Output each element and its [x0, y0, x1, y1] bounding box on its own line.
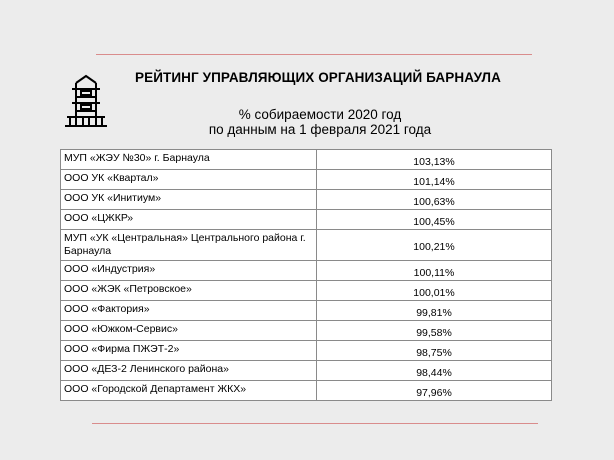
top-divider [96, 54, 532, 55]
organization-name: ООО «Городской Департамент ЖКХ» [61, 381, 317, 401]
organization-name: ООО «Фирма ПЖЭТ-2» [61, 341, 317, 361]
table-row [61, 381, 552, 401]
organization-name: ООО «ЦЖКР» [61, 210, 317, 230]
organization-name: ООО «Индустрия» [61, 261, 317, 281]
table-row [61, 361, 552, 381]
table-row [61, 281, 552, 301]
collection-rate: 103,13% [317, 150, 552, 170]
table-row [61, 190, 552, 210]
collection-rate: 98,75% [317, 341, 552, 361]
collection-rate: 100,01% [317, 281, 552, 301]
organization-name: ООО «Южком-Сервис» [61, 321, 317, 341]
table-row [61, 150, 552, 170]
organization-name: ООО УК «Инитиум» [61, 190, 317, 210]
collection-rate: 99,81% [317, 301, 552, 321]
collection-rate: 98,44% [317, 361, 552, 381]
collection-rate: 100,21% [317, 230, 552, 261]
collection-rate: 100,45% [317, 210, 552, 230]
collection-rate: 100,63% [317, 190, 552, 210]
organization-name: ООО «ЖЭК «Петровское» [61, 281, 317, 301]
table-row [61, 261, 552, 281]
apartment-building-icon [62, 73, 110, 131]
table-row [61, 301, 552, 321]
collection-rate: 99,58% [317, 321, 552, 341]
table-row [61, 341, 552, 361]
organization-name: МУП «ЖЭУ №30» г. Барнаула [61, 150, 317, 170]
collection-rate: 101,14% [317, 170, 552, 190]
subtitle [170, 107, 470, 137]
table-row [61, 210, 552, 230]
table-row [61, 170, 552, 190]
collection-rate: 97,96% [317, 381, 552, 401]
bottom-divider [92, 423, 538, 424]
page-title: РЕЙТИНГ УПРАВЛЯЮЩИХ ОРГАНИЗАЦИЙ БАРНАУЛА [135, 70, 501, 85]
subtitle-line-2: по данным на 1 февраля 2021 года [208, 122, 432, 137]
collection-rate: 100,11% [317, 261, 552, 281]
organization-name: МУП «УК «Центральная» Центрального района г. Барнаула [61, 230, 317, 261]
rating-table [60, 149, 552, 401]
subtitle-line-1: % собираемости 2020 год [238, 107, 402, 122]
table-row [61, 321, 552, 341]
table-row [61, 230, 552, 261]
organization-name: ООО «ДЕЗ-2 Ленинского района» [61, 361, 317, 381]
organization-name: ООО «Фактория» [61, 301, 317, 321]
organization-name: ООО УК «Квартал» [61, 170, 317, 190]
